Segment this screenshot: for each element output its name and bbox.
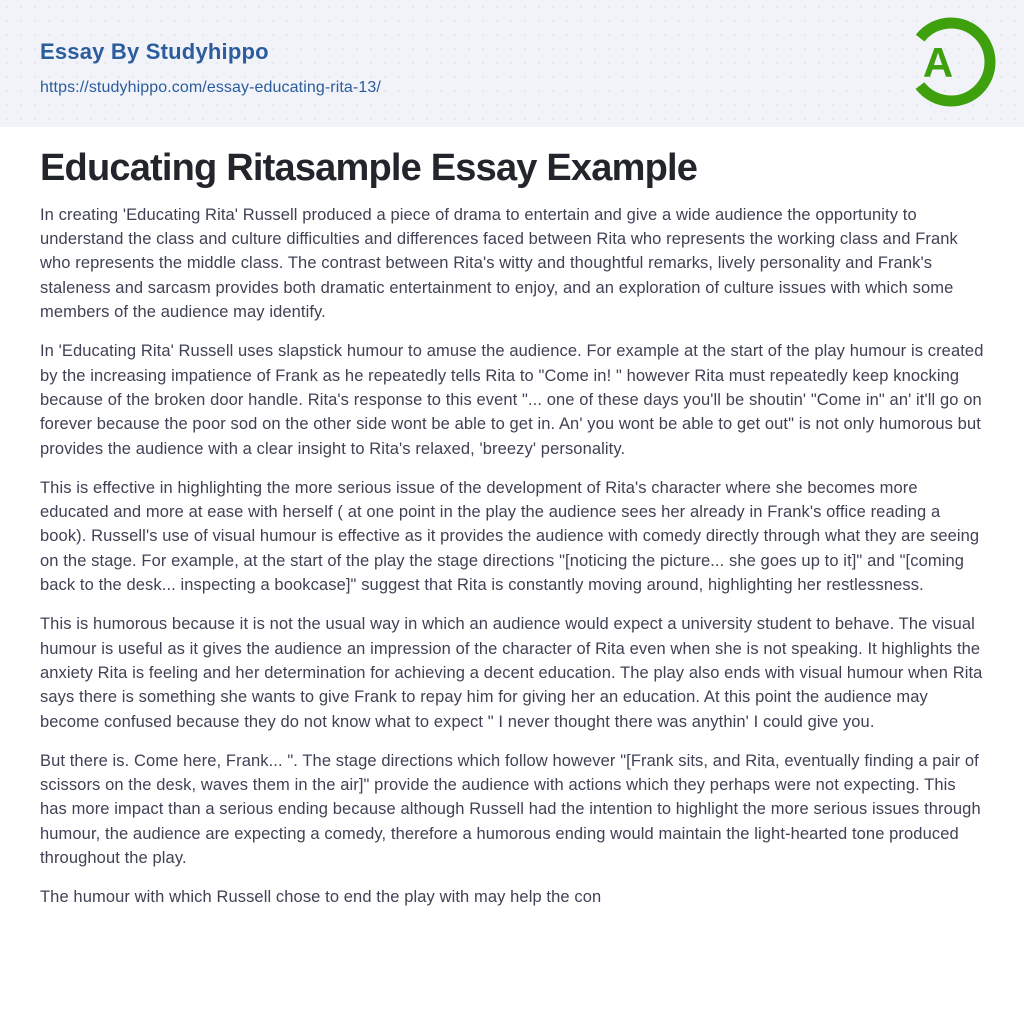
studyhippo-logo bbox=[906, 17, 996, 107]
essay-paragraph: In 'Educating Rita' Russell uses slapstick humour to amuse the audience. For example at the start of the play humour is created by the increasing impatience of Frank as he repeatedly tells Rita to "Come in! " however Rita must repeatedly keep knocking because of the broken door handle. Rita's response to this event "... one of these days you'll be shoutin' "Come in" an' it'll go on forever because the poor sod on the other side wont be able to get in. An' you wont be able to get out" is not only humorous but provides the audience with a clear insight to Rita's relaxed, 'breezy' personality. bbox=[40, 342, 984, 458]
page-header bbox=[0, 0, 1024, 127]
essay-paragraph: This is effective in highlighting the more serious issue of the development of Rita's character where she becomes more educated and more at ease with herself ( at one point in the play the audience sees her already in Frank's office reading a book). Russell's use of visual humour is effective as it provides the audience with comedy directly through what they are seeing on the stage. For example, at the start of the play the stage directions "[noticing the picture... she goes up to it]" and "[coming back to the desk... inspecting a bookcase]" suggest that Rita is constantly moving around, highlighting her restlessness. bbox=[40, 478, 980, 595]
page-url-link[interactable]: https://studyhippo.com/essay-educating-rita-13/ bbox=[40, 79, 381, 97]
open-circle-a-icon bbox=[906, 17, 996, 107]
page-title: Educating Ritasample Essay Example bbox=[40, 147, 698, 189]
essay-paragraph: The humour with which Russell chose to end the play with may help the con bbox=[40, 888, 602, 907]
essay-paragraph: But there is. Come here, Frank... ". The stage directions which follow however "[Frank sits, and Rita, eventually finding a pair of scissors on the desk, waves them in the air]" provide the audience with actions which they perhaps were not expecting. This has more impact than a serious ending because although Russell had the intention to highlight the more serious issues through humour, the audience are expecting a comedy, therefore a humorous ending would maintain the light-hearted tone produced throughout the play. bbox=[40, 751, 981, 868]
essay-paragraph: In creating 'Educating Rita' Russell produced a piece of drama to entertain and give a wide audience the opportunity to understand the class and culture difficulties and differences faced between Rita who represents the working class and Frank who represents the middle class. The contrast between Rita's witty and thoughtful remarks, lively personality and Frank's staleness and sarcasm provides both dramatic entertainment to enjoy, and an exploration of culture issues with which some members of the audience may identify. bbox=[40, 205, 958, 322]
logo-letter: A bbox=[922, 39, 954, 86]
essay-article bbox=[0, 127, 1024, 965]
essay-paragraph: This is humorous because it is not the usual way in which an audience would expect a university student to behave. The visual humour is useful as it gives the audience an impression of the character of Rita even when she is not speaking. It highlights the anxiety Rita is feeling and her determination for achieving a decent education. The play also ends with visual humour when Rita says there is something she wants to give Frank to repay him for giving her an education. At this point the audience may become confused because they do not know what to expect " I never thought there was anythin' I could give you. bbox=[40, 615, 983, 731]
site-label: Essay By Studyhippo bbox=[40, 39, 269, 64]
